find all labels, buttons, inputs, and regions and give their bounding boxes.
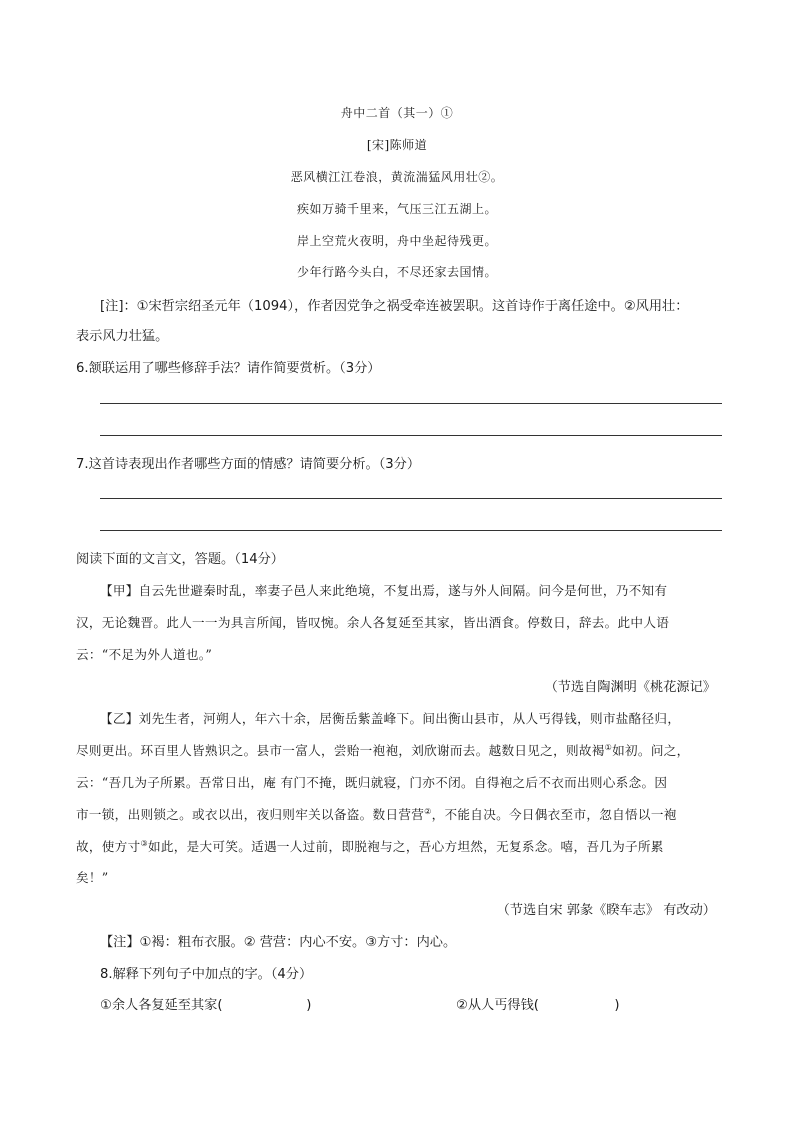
yi-line-5 <box>76 836 664 855</box>
yi-note: 【注】①褐：粗布衣服。② 营营：内心不安。③方寸：内心。 <box>100 935 457 950</box>
question-7: 7.这首诗表现出作者哪些方面的情感？请简要分析。（3分） <box>76 457 421 472</box>
yi-line-6: 矣！” <box>76 870 109 885</box>
q8-item-1[interactable]: ①余人各复延至其家( ) <box>100 998 312 1013</box>
answer-line[interactable] <box>100 435 722 436</box>
q8-item-2[interactable]: ②从人丐得钱( ) <box>456 998 620 1013</box>
footnote-mark: ① <box>604 742 613 752</box>
jia-source: （节选自陶渊明《桃花源记》 <box>544 680 716 695</box>
poem-line-1: 恶风横江江卷浪，黄流湍猛风用壮②。 <box>290 170 504 184</box>
yi-line-2-end: 如初。问之， <box>612 743 690 758</box>
poem-line-3: 岸上空荒火夜明，舟中坐起待残更。 <box>296 234 497 248</box>
yi-line-1: 【乙】刘先生者，河朔人，年六十余，居衡岳紫盖峰下。间出衡山县市，从人丐得钱，则市盐酪径归， <box>100 711 681 726</box>
poem-note-line-2: 表示风力壮猛。 <box>76 329 169 344</box>
question-8: 8.解释下列句子中加点的字。（4分） <box>100 967 313 982</box>
yi-line-2 <box>76 740 690 759</box>
reading-intro: 阅读下面的文言文，答题。（14分） <box>76 552 284 567</box>
yi-line-5-end: 如此，是大可笑。适遇一人过前，即脱袍与之，吾心方坦然，无复系念。嘻，吾几为子所累 <box>147 839 664 854</box>
yi-line-4-text: 市一锁，出则锁之。或衣以出，夜归则牢关以备盗。数日营营 <box>76 807 425 822</box>
jia-line-2: 汉，无论魏晋。此人一一为具言所闻，皆叹惋。余人各复延至其家，皆出酒食。停数日，辞去。此中人语 <box>76 615 670 630</box>
question-6: 6.颔联运用了哪些修辞手法？请作简要赏析。（3分） <box>76 361 381 376</box>
answer-line[interactable] <box>100 498 722 499</box>
poem-note-line-1: [注]：①宋哲宗绍圣元年（1094），作者因党争之祸受牵连被罢职。这首诗作于离任途中。②风用壮： <box>100 299 689 314</box>
footnote-mark: ③ <box>140 838 148 848</box>
yi-source: （节选自宋 郭彖《睽车志》 有改动） <box>496 903 716 918</box>
answer-line[interactable] <box>100 403 722 404</box>
yi-line-2-text: 尽则更出。环百里人皆熟识之。县市一富人，尝贻一袍袍，刘欣谢而去。越数日见之，则故褐 <box>76 743 605 758</box>
footnote-mark: ② <box>424 806 432 816</box>
poem-line-2: 疾如万骑千里来，气压三江五湖上。 <box>296 202 497 216</box>
yi-line-3: 云：“吾几为子所累。吾常日出，庵 有门不掩，既归就寝，门亦不闭。自得袍之后不衣而出则心系念。因 <box>76 775 668 790</box>
poem-author: [宋]陈师道 <box>366 138 428 152</box>
jia-line-1: 【甲】自云先世避秦时乱，率妻子邑人来此绝境，不复出焉，遂与外人间隔。问今是何世，乃不知有 <box>100 583 668 598</box>
answer-line[interactable] <box>100 530 722 531</box>
yi-line-4-end: ，不能自决。今日偶衣至市，忽自悟以一袍 <box>431 807 677 822</box>
poem-line-4: 少年行路今头白，不尽还家去国情。 <box>296 265 497 279</box>
yi-line-5-text: 故，使方寸 <box>76 839 141 854</box>
poem-title: 舟中二首（其一）① <box>340 106 454 120</box>
jia-line-3: 云：“不足为外人道也。” <box>76 647 213 662</box>
yi-line-4 <box>76 804 677 823</box>
